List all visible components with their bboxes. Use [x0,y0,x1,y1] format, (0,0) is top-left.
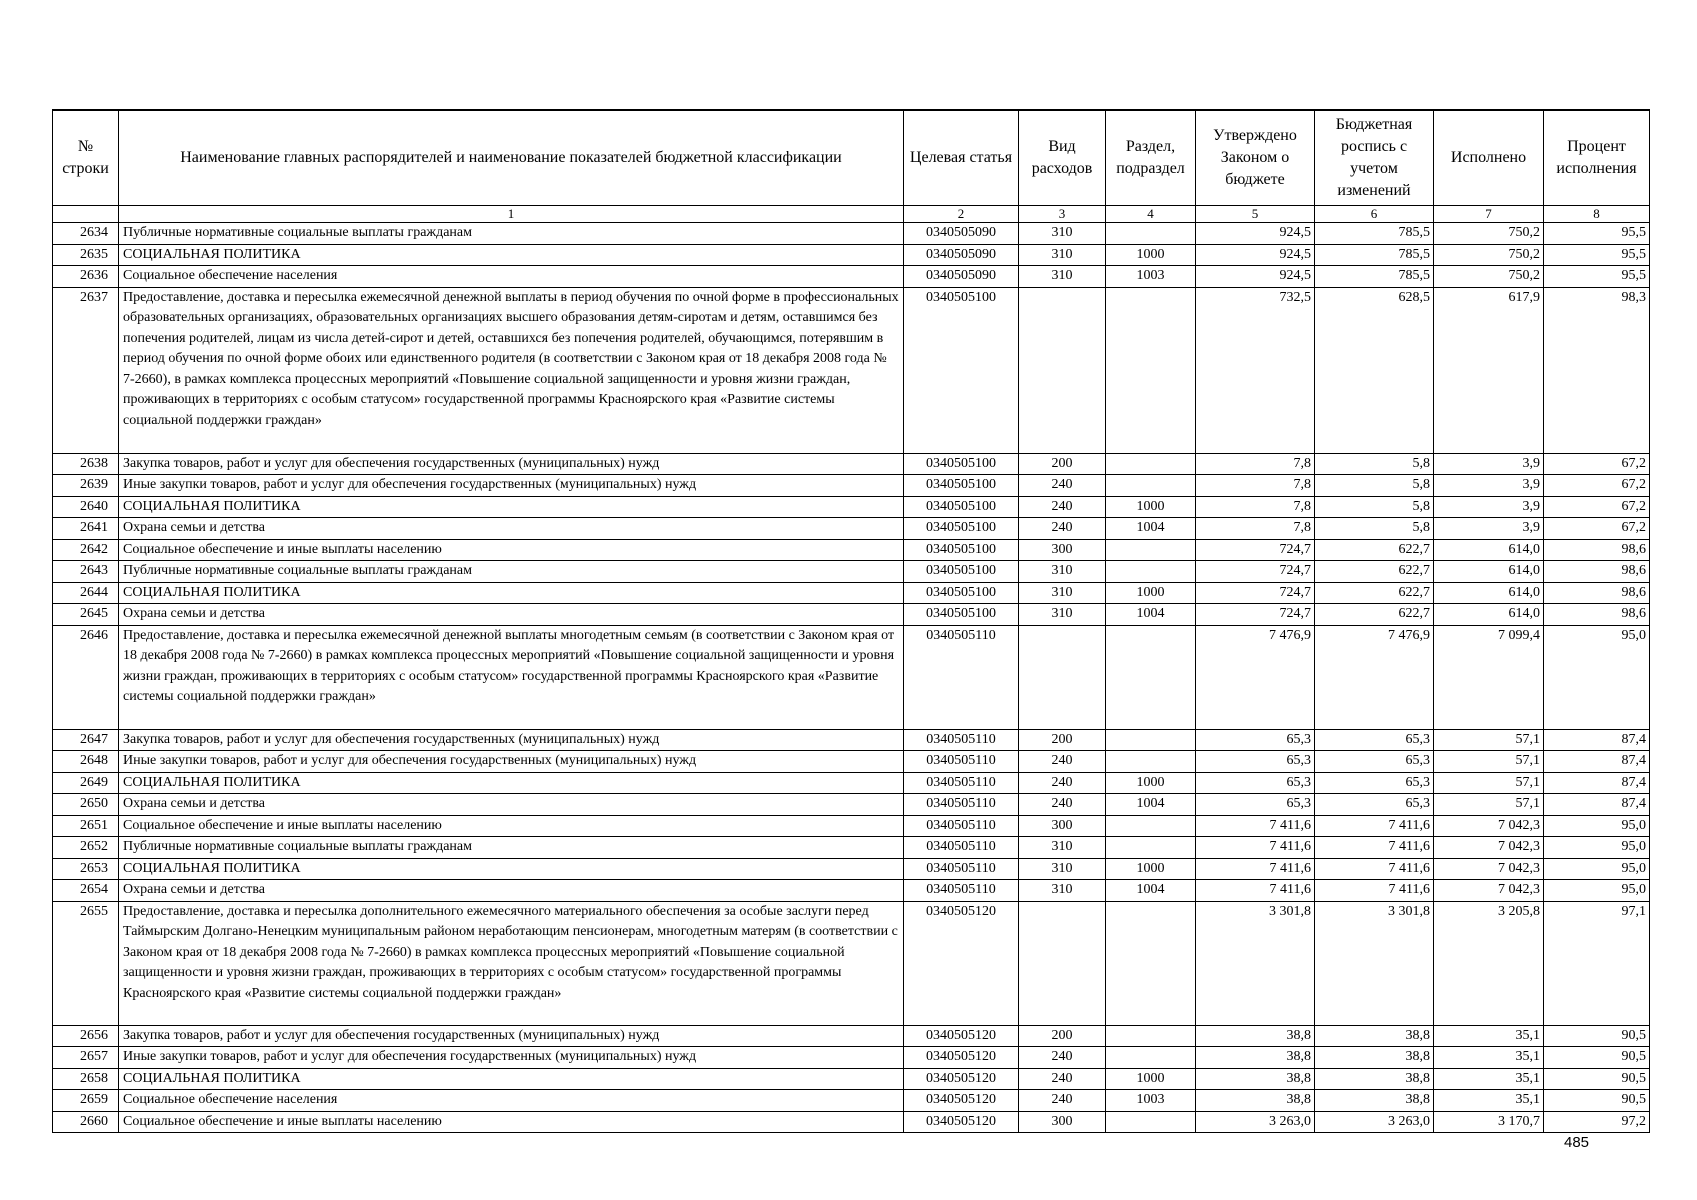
row-budget-list: 622,7 [1315,604,1434,626]
row-section: 1000 [1106,772,1196,794]
row-number: 2653 [53,858,119,880]
row-budget-list: 38,8 [1315,1068,1434,1090]
row-section: 1000 [1106,582,1196,604]
row-name: Предоставление, доставка и пересылка ежемесячной денежной выплаты в период обучения по очной форме в профессиональных образовательных организациях, образовательных организациях высшего образования детям-сиротам и детям, оставшимся без попечения родителей, лицам из числа детей-сирот и детей, оставшихся без попечения родителей, обучающимся, потерявшим в период обучения по очной форме обоих или единственного родителя (в соответствии с Законом края от 18 декабря 2008 года № 7-2660), в рамках комплекса процессных мероприятий «Повышение социальной защищенности и уровня жизни граждан, проживающих в территориях с особым статусом» государственной программы Красноярского края «Развитие системы социальной поддержки граждан» [119,287,904,453]
table-row [53,266,1650,288]
row-approved: 65,3 [1196,772,1315,794]
row-number: 2638 [53,453,119,475]
header-percent: Процент исполнения [1544,110,1650,206]
row-expense-kind: 240 [1019,1090,1106,1112]
row-name: Закупка товаров, работ и услуг для обеспечения государственных (муниципальных) нужд [119,453,904,475]
row-section [1106,751,1196,773]
row-target-article: 0340505120 [904,901,1019,1025]
column-number: 8 [1544,206,1650,223]
row-name: Закупка товаров, работ и услуг для обеспечения государственных (муниципальных) нужд [119,1025,904,1047]
row-approved: 724,7 [1196,604,1315,626]
row-section [1106,837,1196,859]
row-section [1106,475,1196,497]
row-approved: 3 301,8 [1196,901,1315,1025]
row-budget-list: 628,5 [1315,287,1434,453]
row-expense-kind: 300 [1019,539,1106,561]
row-expense-kind: 240 [1019,794,1106,816]
row-name: Иные закупки товаров, работ и услуг для обеспечения государственных (муниципальных) нужд [119,475,904,497]
row-name: Социальное обеспечение и иные выплаты населению [119,815,904,837]
row-percent: 67,2 [1544,475,1650,497]
row-executed: 614,0 [1434,604,1544,626]
row-name: Охрана семьи и детства [119,518,904,540]
row-executed: 35,1 [1434,1047,1544,1069]
row-number: 2635 [53,244,119,266]
row-name: Публичные нормативные социальные выплаты гражданам [119,837,904,859]
row-executed: 3,9 [1434,475,1544,497]
table-row [53,518,1650,540]
row-number: 2646 [53,625,119,729]
row-number: 2656 [53,1025,119,1047]
row-target-article: 0340505100 [904,287,1019,453]
row-expense-kind: 310 [1019,858,1106,880]
row-number: 2651 [53,815,119,837]
row-section: 1004 [1106,518,1196,540]
table-row [53,901,1650,1025]
row-percent: 95,5 [1544,266,1650,288]
row-percent: 90,5 [1544,1090,1650,1112]
row-expense-kind: 240 [1019,1068,1106,1090]
row-number: 2648 [53,751,119,773]
row-percent: 95,0 [1544,837,1650,859]
row-name: СОЦИАЛЬНАЯ ПОЛИТИКА [119,244,904,266]
table-row [53,794,1650,816]
row-section [1106,729,1196,751]
column-number: 4 [1106,206,1196,223]
row-executed: 617,9 [1434,287,1544,453]
table-row [53,244,1650,266]
row-expense-kind: 310 [1019,604,1106,626]
row-executed: 750,2 [1434,244,1544,266]
row-executed: 7 042,3 [1434,880,1544,902]
row-target-article: 0340505110 [904,815,1019,837]
row-budget-list: 622,7 [1315,582,1434,604]
row-name: СОЦИАЛЬНАЯ ПОЛИТИКА [119,582,904,604]
row-budget-list: 785,5 [1315,244,1434,266]
row-approved: 38,8 [1196,1047,1315,1069]
row-executed: 7 099,4 [1434,625,1544,729]
row-section: 1003 [1106,1090,1196,1112]
row-name: Охрана семьи и детства [119,794,904,816]
table-row [53,837,1650,859]
row-name: Предоставление, доставка и пересылка ежемесячной денежной выплаты многодетным семьям (в соответствии с Законом края от 18 декабря 2008 года № 7-2660) в рамках комплекса процессных мероприятий «Повышение социальной защищенности и уровня жизни граждан, проживающих в территориях с особым статусом» государственной программы Красноярского края «Развитие системы социальной поддержки граждан» [119,625,904,729]
row-expense-kind: 200 [1019,729,1106,751]
row-target-article: 0340505110 [904,880,1019,902]
row-target-article: 0340505120 [904,1047,1019,1069]
row-executed: 57,1 [1434,772,1544,794]
column-number: 5 [1196,206,1315,223]
table-row [53,453,1650,475]
row-budget-list: 785,5 [1315,266,1434,288]
row-budget-list: 38,8 [1315,1047,1434,1069]
row-number: 2650 [53,794,119,816]
row-section: 1003 [1106,266,1196,288]
row-name: Публичные нормативные социальные выплаты гражданам [119,561,904,583]
row-percent: 98,6 [1544,561,1650,583]
row-budget-list: 7 411,6 [1315,815,1434,837]
row-percent: 90,5 [1544,1025,1650,1047]
row-percent: 95,5 [1544,244,1650,266]
row-percent: 95,0 [1544,880,1650,902]
row-target-article: 0340505110 [904,751,1019,773]
row-name: СОЦИАЛЬНАЯ ПОЛИТИКА [119,496,904,518]
row-executed: 3,9 [1434,496,1544,518]
row-target-article: 0340505120 [904,1090,1019,1112]
row-section [1106,223,1196,245]
table-row [53,880,1650,902]
row-percent: 67,2 [1544,496,1650,518]
row-executed: 750,2 [1434,223,1544,245]
row-approved: 3 263,0 [1196,1111,1315,1133]
row-approved: 924,5 [1196,223,1315,245]
row-target-article: 0340505100 [904,561,1019,583]
row-percent: 98,6 [1544,539,1650,561]
row-number: 2652 [53,837,119,859]
row-approved: 65,3 [1196,729,1315,751]
row-budget-list: 3 263,0 [1315,1111,1434,1133]
row-budget-list: 622,7 [1315,539,1434,561]
table-row [53,287,1650,453]
row-section: 1004 [1106,880,1196,902]
column-number-row [53,206,1650,223]
row-percent: 87,4 [1544,794,1650,816]
table-row [53,1047,1650,1069]
header-section: Раздел, подраздел [1106,110,1196,206]
row-expense-kind: 200 [1019,453,1106,475]
row-expense-kind: 310 [1019,880,1106,902]
row-section: 1000 [1106,244,1196,266]
row-expense-kind: 300 [1019,815,1106,837]
column-number-blank [53,206,119,223]
row-percent: 95,0 [1544,858,1650,880]
table-row [53,561,1650,583]
row-expense-kind: 200 [1019,1025,1106,1047]
row-approved: 65,3 [1196,751,1315,773]
row-target-article: 0340505090 [904,223,1019,245]
row-number: 2658 [53,1068,119,1090]
table-body [53,206,1650,1133]
row-name: Иные закупки товаров, работ и услуг для обеспечения государственных (муниципальных) нужд [119,1047,904,1069]
row-number: 2640 [53,496,119,518]
row-expense-kind: 240 [1019,1047,1106,1069]
row-target-article: 0340505110 [904,858,1019,880]
row-budget-list: 65,3 [1315,751,1434,773]
row-target-article: 0340505100 [904,604,1019,626]
row-target-article: 0340505090 [904,244,1019,266]
row-approved: 7,8 [1196,453,1315,475]
row-name: Социальное обеспечение и иные выплаты населению [119,539,904,561]
row-section: 1000 [1106,1068,1196,1090]
row-number: 2660 [53,1111,119,1133]
row-budget-list: 7 411,6 [1315,880,1434,902]
row-name: Социальное обеспечение и иные выплаты населению [119,1111,904,1133]
row-approved: 38,8 [1196,1068,1315,1090]
row-approved: 7 411,6 [1196,858,1315,880]
row-executed: 7 042,3 [1434,858,1544,880]
row-approved: 732,5 [1196,287,1315,453]
table-header [53,110,1650,206]
row-approved: 924,5 [1196,244,1315,266]
row-percent: 90,5 [1544,1068,1650,1090]
row-approved: 7,8 [1196,518,1315,540]
row-target-article: 0340505110 [904,729,1019,751]
row-target-article: 0340505110 [904,772,1019,794]
row-expense-kind: 240 [1019,518,1106,540]
row-section [1106,901,1196,1025]
row-approved: 7 411,6 [1196,837,1315,859]
row-approved: 7 411,6 [1196,815,1315,837]
row-percent: 87,4 [1544,772,1650,794]
row-number: 2641 [53,518,119,540]
row-budget-list: 5,8 [1315,496,1434,518]
row-approved: 924,5 [1196,266,1315,288]
header-name: Наименование главных распорядителей и наименование показателей бюджетной классификации [119,110,904,206]
table-row [53,815,1650,837]
row-percent: 90,5 [1544,1047,1650,1069]
page-number: 485 [1564,1134,1590,1151]
row-section [1106,1047,1196,1069]
row-percent: 97,2 [1544,1111,1650,1133]
row-executed: 614,0 [1434,539,1544,561]
row-budget-list: 7 411,6 [1315,837,1434,859]
row-approved: 7 411,6 [1196,880,1315,902]
row-executed: 7 042,3 [1434,815,1544,837]
table-row [53,729,1650,751]
row-name: Публичные нормативные социальные выплаты гражданам [119,223,904,245]
header-executed: Исполнено [1434,110,1544,206]
row-approved: 65,3 [1196,794,1315,816]
row-target-article: 0340505100 [904,475,1019,497]
row-target-article: 0340505120 [904,1111,1019,1133]
table-row [53,475,1650,497]
header-expense-kind: Вид расходов [1019,110,1106,206]
row-budget-list: 5,8 [1315,475,1434,497]
row-budget-list: 622,7 [1315,561,1434,583]
table-row [53,1025,1650,1047]
row-target-article: 0340505090 [904,266,1019,288]
row-target-article: 0340505120 [904,1025,1019,1047]
row-approved: 38,8 [1196,1025,1315,1047]
row-percent: 87,4 [1544,751,1650,773]
row-expense-kind: 240 [1019,751,1106,773]
table-row [53,496,1650,518]
row-section: 1000 [1106,496,1196,518]
row-budget-list: 65,3 [1315,772,1434,794]
row-section [1106,625,1196,729]
row-number: 2659 [53,1090,119,1112]
row-target-article: 0340505100 [904,496,1019,518]
row-name: Охрана семьи и детства [119,880,904,902]
row-expense-kind: 310 [1019,582,1106,604]
row-name: Закупка товаров, работ и услуг для обеспечения государственных (муниципальных) нужд [119,729,904,751]
table-row [53,625,1650,729]
row-percent: 95,0 [1544,625,1650,729]
row-number: 2634 [53,223,119,245]
row-expense-kind: 310 [1019,266,1106,288]
row-expense-kind [1019,901,1106,1025]
budget-execution-table [52,109,1650,1133]
row-executed: 614,0 [1434,582,1544,604]
row-target-article: 0340505100 [904,453,1019,475]
row-expense-kind: 310 [1019,561,1106,583]
row-budget-list: 65,3 [1315,794,1434,816]
row-expense-kind: 300 [1019,1111,1106,1133]
row-budget-list: 5,8 [1315,518,1434,540]
row-percent: 97,1 [1544,901,1650,1025]
row-percent: 98,6 [1544,582,1650,604]
table-row [53,582,1650,604]
row-percent: 87,4 [1544,729,1650,751]
column-number: 7 [1434,206,1544,223]
row-name: Предоставление, доставка и пересылка дополнительного ежемесячного материального обеспечения за особые заслуги перед Таймырским Долгано-Ненецким муниципальным районом неработающим пенсионерам, многодетным матерям (в соответствии с Законом края от 18 декабря 2008 года № 7-2660) в рамках комплекса процессных мероприятий «Повышение социальной защищенности и уровня жизни граждан, проживающих в территориях с особым статусом» государственной программы Красноярского края «Развитие системы социальной поддержки граждан» [119,901,904,1025]
row-number: 2657 [53,1047,119,1069]
row-executed: 750,2 [1434,266,1544,288]
row-expense-kind: 240 [1019,772,1106,794]
row-expense-kind [1019,287,1106,453]
row-executed: 35,1 [1434,1090,1544,1112]
column-number: 2 [904,206,1019,223]
row-expense-kind: 240 [1019,475,1106,497]
table-row [53,223,1650,245]
row-number: 2637 [53,287,119,453]
row-section: 1004 [1106,604,1196,626]
row-number: 2654 [53,880,119,902]
column-number: 3 [1019,206,1106,223]
row-number: 2647 [53,729,119,751]
row-executed: 3 205,8 [1434,901,1544,1025]
table-row [53,1111,1650,1133]
row-budget-list: 7 411,6 [1315,858,1434,880]
row-target-article: 0340505110 [904,837,1019,859]
row-budget-list: 38,8 [1315,1090,1434,1112]
row-name: СОЦИАЛЬНАЯ ПОЛИТИКА [119,772,904,794]
table-row [53,604,1650,626]
row-percent: 67,2 [1544,453,1650,475]
row-number: 2649 [53,772,119,794]
row-section [1106,815,1196,837]
row-number: 2645 [53,604,119,626]
row-section [1106,1111,1196,1133]
row-executed: 7 042,3 [1434,837,1544,859]
header-budget-list: Бюджетная роспись с учетом изменений [1315,110,1434,206]
table-row [53,1090,1650,1112]
row-name: Иные закупки товаров, работ и услуг для обеспечения государственных (муниципальных) нужд [119,751,904,773]
row-section [1106,561,1196,583]
row-expense-kind: 310 [1019,244,1106,266]
table-row [53,772,1650,794]
row-name: СОЦИАЛЬНАЯ ПОЛИТИКА [119,1068,904,1090]
row-target-article: 0340505110 [904,625,1019,729]
row-approved: 724,7 [1196,539,1315,561]
row-expense-kind: 310 [1019,223,1106,245]
row-executed: 3,9 [1434,518,1544,540]
table-row [53,751,1650,773]
row-budget-list: 7 476,9 [1315,625,1434,729]
row-budget-list: 5,8 [1315,453,1434,475]
column-number: 6 [1315,206,1434,223]
row-expense-kind: 310 [1019,837,1106,859]
row-target-article: 0340505100 [904,539,1019,561]
row-number: 2644 [53,582,119,604]
row-number: 2642 [53,539,119,561]
row-target-article: 0340505120 [904,1068,1019,1090]
row-section: 1004 [1106,794,1196,816]
header-approved: Утверждено Законом о бюджете [1196,110,1315,206]
row-executed: 3 170,7 [1434,1111,1544,1133]
row-approved: 7,8 [1196,496,1315,518]
row-approved: 724,7 [1196,561,1315,583]
row-approved: 38,8 [1196,1090,1315,1112]
row-section [1106,539,1196,561]
column-number: 1 [119,206,904,223]
row-number: 2639 [53,475,119,497]
row-section [1106,453,1196,475]
row-section: 1000 [1106,858,1196,880]
row-approved: 7 476,9 [1196,625,1315,729]
row-name: Социальное обеспечение населения [119,266,904,288]
row-budget-list: 38,8 [1315,1025,1434,1047]
header-target-article: Целевая статья [904,110,1019,206]
table-row [53,539,1650,561]
row-name: Социальное обеспечение населения [119,1090,904,1112]
row-name: СОЦИАЛЬНАЯ ПОЛИТИКА [119,858,904,880]
row-budget-list: 3 301,8 [1315,901,1434,1025]
row-budget-list: 785,5 [1315,223,1434,245]
row-percent: 95,5 [1544,223,1650,245]
row-target-article: 0340505110 [904,794,1019,816]
row-executed: 57,1 [1434,751,1544,773]
row-budget-list: 65,3 [1315,729,1434,751]
table-row [53,858,1650,880]
row-number: 2636 [53,266,119,288]
row-section [1106,1025,1196,1047]
row-expense-kind [1019,625,1106,729]
row-executed: 3,9 [1434,453,1544,475]
row-percent: 95,0 [1544,815,1650,837]
row-percent: 98,6 [1544,604,1650,626]
row-percent: 67,2 [1544,518,1650,540]
row-percent: 98,3 [1544,287,1650,453]
table-row [53,1068,1650,1090]
row-name: Охрана семьи и детства [119,604,904,626]
row-approved: 7,8 [1196,475,1315,497]
row-number: 2655 [53,901,119,1025]
header-row-number: № строки [53,110,119,206]
row-executed: 614,0 [1434,561,1544,583]
row-executed: 57,1 [1434,794,1544,816]
row-section [1106,287,1196,453]
row-executed: 35,1 [1434,1068,1544,1090]
row-approved: 724,7 [1196,582,1315,604]
budget-table-container [52,109,1649,1133]
row-executed: 35,1 [1434,1025,1544,1047]
row-number: 2643 [53,561,119,583]
row-expense-kind: 240 [1019,496,1106,518]
row-target-article: 0340505100 [904,582,1019,604]
row-target-article: 0340505100 [904,518,1019,540]
row-executed: 57,1 [1434,729,1544,751]
